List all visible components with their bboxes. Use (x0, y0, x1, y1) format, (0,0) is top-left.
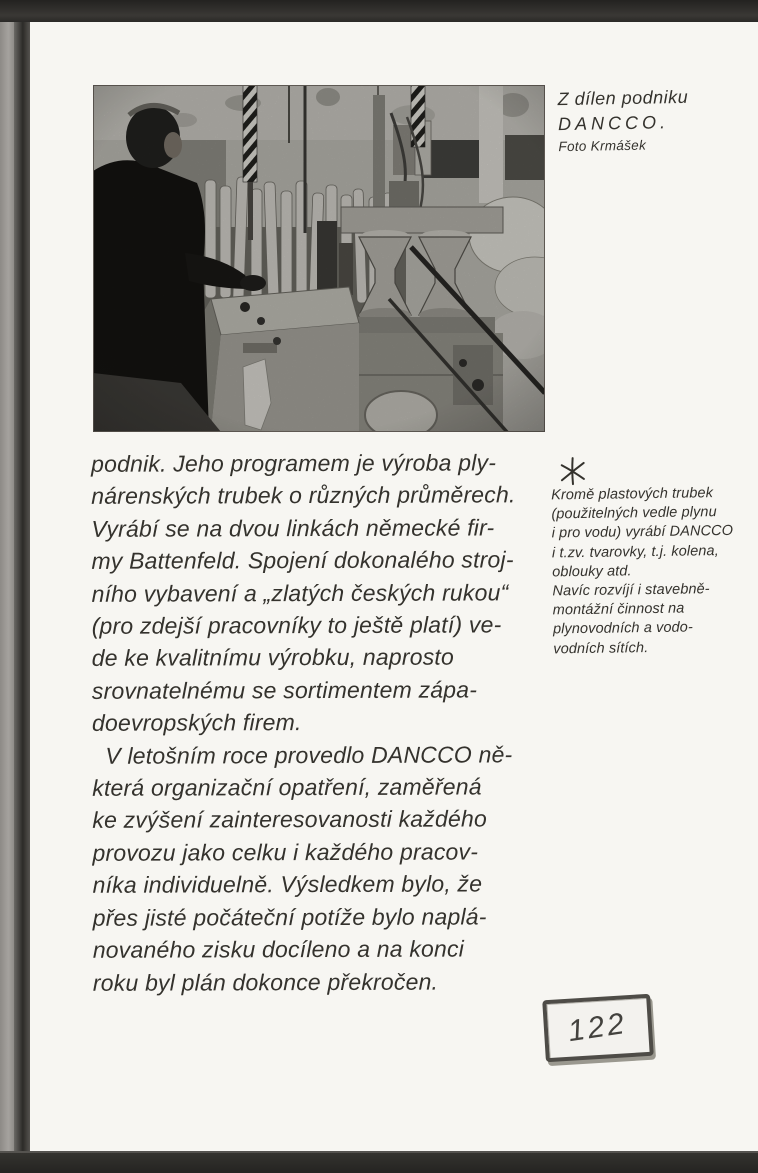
text-line: Vyrábí se na dvou linkách německé fir- (91, 514, 495, 542)
text-line: přes jisté počáteční potíže bylo naplá- (92, 903, 487, 931)
text-line: de ke kvalitnímu výrobku, naprosto (91, 643, 455, 672)
workshop-photo (93, 85, 545, 432)
page-number: 122 (566, 1006, 630, 1049)
caption-line-2: DANCCO. (557, 112, 670, 135)
text-line: i t.zv. tvarovky, t.j. kolena, (551, 542, 719, 562)
photo-grain (93, 85, 545, 432)
text-line: my Battenfeld. Spojení dokonalého stroj- (91, 546, 514, 575)
text-line: V letošním roce provedlo DANCCO ně- (92, 741, 513, 769)
footnote-asterisk-icon (559, 454, 753, 487)
workshop-photo-image (93, 85, 545, 432)
scan-edge-top (0, 0, 758, 22)
book-spine-shadow (14, 0, 30, 1173)
footnote-text (551, 484, 755, 660)
footnote (551, 454, 756, 660)
text-line: Navíc rozvíjí i stavebně- (552, 581, 710, 600)
photo-caption (557, 85, 689, 156)
text-line: provozu jako celku i každého pracov- (92, 838, 479, 866)
text-line: i pro vodu) vyrábí DANCCO (551, 523, 734, 542)
scan-edge-bottom (0, 1151, 758, 1173)
text-line: oblouky atd. (552, 563, 632, 581)
text-line: srovnatelnému se sortimentem zápa- (91, 676, 478, 704)
text-line: (použitelných vedle plynu (551, 504, 717, 523)
text-line: roku byl plán dokonce překročen. (92, 968, 439, 996)
text-line: která organizační opatření, zaměřená (92, 773, 482, 801)
text-line: níka individuelně. Výsledkem bylo, že (92, 870, 483, 899)
caption-line-1: Z dílen podniku (557, 86, 689, 110)
text-line: Kromě plastových trubek (551, 485, 714, 504)
text-line: novaného zisku docíleno a na konci (92, 935, 465, 963)
text-line: ního vybavení a „zlatých českých rukou“ (91, 578, 509, 607)
text-line: (pro zdejší pracovníky to ještě platí) ve- (91, 611, 502, 639)
scan-margin-strip (0, 0, 14, 1173)
text-line: podnik. Jeho programem je výroba ply- (91, 449, 497, 477)
text-line: nárenských trubek o různých průměrech. (91, 481, 516, 510)
page-number-box (542, 994, 654, 1062)
photo-credit: Foto Krmášek (558, 137, 647, 155)
text-line: montážní činnost na (552, 600, 685, 619)
text-line: ke zvýšení zainteresovanosti každého (92, 805, 487, 834)
body-text (91, 446, 559, 999)
text-line: plynovodních a vodo- (552, 619, 693, 638)
text-line: doevropských firem. (91, 709, 302, 737)
text-line: vodních sítích. (553, 639, 649, 658)
